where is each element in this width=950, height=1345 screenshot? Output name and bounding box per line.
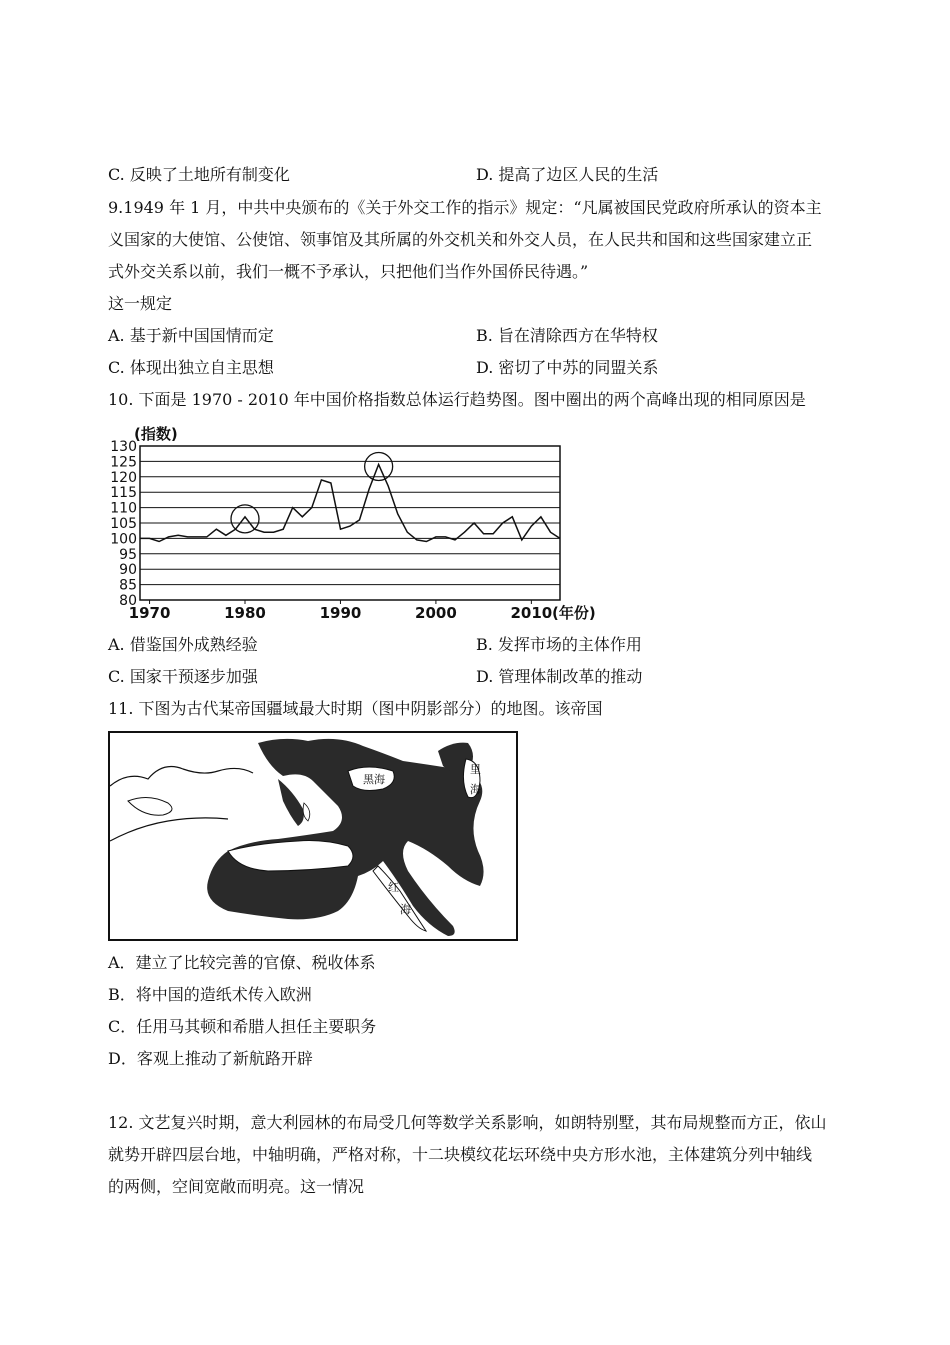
map-label-caspian-2: 海 [470, 783, 481, 796]
y-tick-label: 105 [110, 516, 137, 532]
peak-circle [231, 505, 259, 533]
price-index-chart [104, 420, 604, 625]
empire-map [108, 731, 518, 941]
q10-option-c: C. 国家干预逐步加强 [108, 667, 258, 686]
q9-stem-line-4: 这一规定 [108, 294, 173, 313]
q10-option-d: D. 管理体制改革的推动 [476, 667, 643, 686]
q9-stem-line-2: 义国家的大使馆、公使馆、领事馆及其所属的外交机关和外交人员，在人民共和国和这些国家建立正 [108, 230, 813, 249]
x-tick-label: 1990 [319, 604, 362, 622]
y-tick-label: 130 [110, 439, 137, 455]
q10-stem: 10. 下面是 1970 - 2010 年中国价格指数总体运行趋势图。图中圈出的两个高峰出现的相同原因是 [108, 390, 806, 409]
y-tick-label: 85 [119, 577, 137, 594]
y-tick-label: 95 [119, 546, 137, 563]
y-axis-label: (指数) [134, 425, 178, 443]
q12-stem-line-2: 就势开辟四层台地，中轴明确，严格对称，十二块模纹花坛环绕中央方形水池，主体建筑分列中轴线 [108, 1145, 813, 1164]
q11-stem: 11. 下图为古代某帝国疆域最大时期（图中阴影部分）的地图。该帝国 [108, 699, 603, 718]
x-tick-label: 1970 [128, 604, 171, 622]
q11-option-c: C．任用马其顿和希腊人担任主要职务 [108, 1017, 377, 1036]
q8-option-c: C. 反映了土地所有制变化 [108, 165, 290, 184]
q11-option-a: A．建立了比较完善的官僚、税收体系 [108, 953, 376, 972]
y-tick-label: 115 [110, 485, 137, 502]
y-tick-label: 125 [110, 454, 137, 471]
x-tick-label: 1980 [224, 604, 266, 622]
q8-option-d: D. 提高了边区人民的生活 [476, 165, 659, 184]
q9-stem-line-1: 9.1949 年 1 月，中共中央颁布的《关于外交工作的指示》规定：“凡属被国民党政府所承认的资本主 [108, 198, 822, 217]
x-tick-label: 2010 [510, 604, 553, 622]
q10-option-a: A. 借鉴国外成熟经验 [108, 635, 258, 654]
map-label-caspian-1: 里 [470, 763, 481, 776]
y-tick-label: 100 [110, 531, 137, 548]
q9-option-c: C. 体现出独立自主思想 [108, 358, 274, 377]
y-tick-label: 110 [110, 500, 137, 517]
y-tick-label: 120 [110, 469, 137, 486]
x-tick-label: 2000 [415, 604, 457, 622]
y-tick-label: 90 [119, 562, 137, 579]
x-axis-label: (年份) [552, 604, 596, 622]
q9-option-a: A. 基于新中国国情而定 [108, 326, 274, 345]
map-label-black-sea: 黑海 [363, 773, 385, 786]
q11-option-d: D．客观上推动了新航路开辟 [108, 1049, 313, 1068]
price-index-line [140, 465, 560, 542]
q12-stem-line-3: 的两侧，空间宽敞而明亮。这一情况 [108, 1177, 365, 1196]
map-label-red-sea-2: 海 [400, 903, 411, 916]
q11-option-b: B．将中国的造纸术传入欧洲 [108, 985, 312, 1004]
q9-option-d: D. 密切了中苏的同盟关系 [476, 358, 659, 377]
map-label-red-sea-1: 红 [388, 881, 399, 894]
y-tick-label: 80 [119, 593, 137, 609]
q9-stem-line-3: 式外交关系以前，我们一概不予承认，只把他们当作外国侨民待遇。” [108, 262, 589, 281]
q12-stem-line-1: 12. 文艺复兴时期，意大利园林的布局受几何等数学关系影响，如朗特别墅，其布局规整而方正，依山 [108, 1113, 827, 1132]
q10-option-b: B. 发挥市场的主体作用 [476, 635, 642, 654]
q9-option-b: B. 旨在清除西方在华特权 [476, 326, 658, 345]
